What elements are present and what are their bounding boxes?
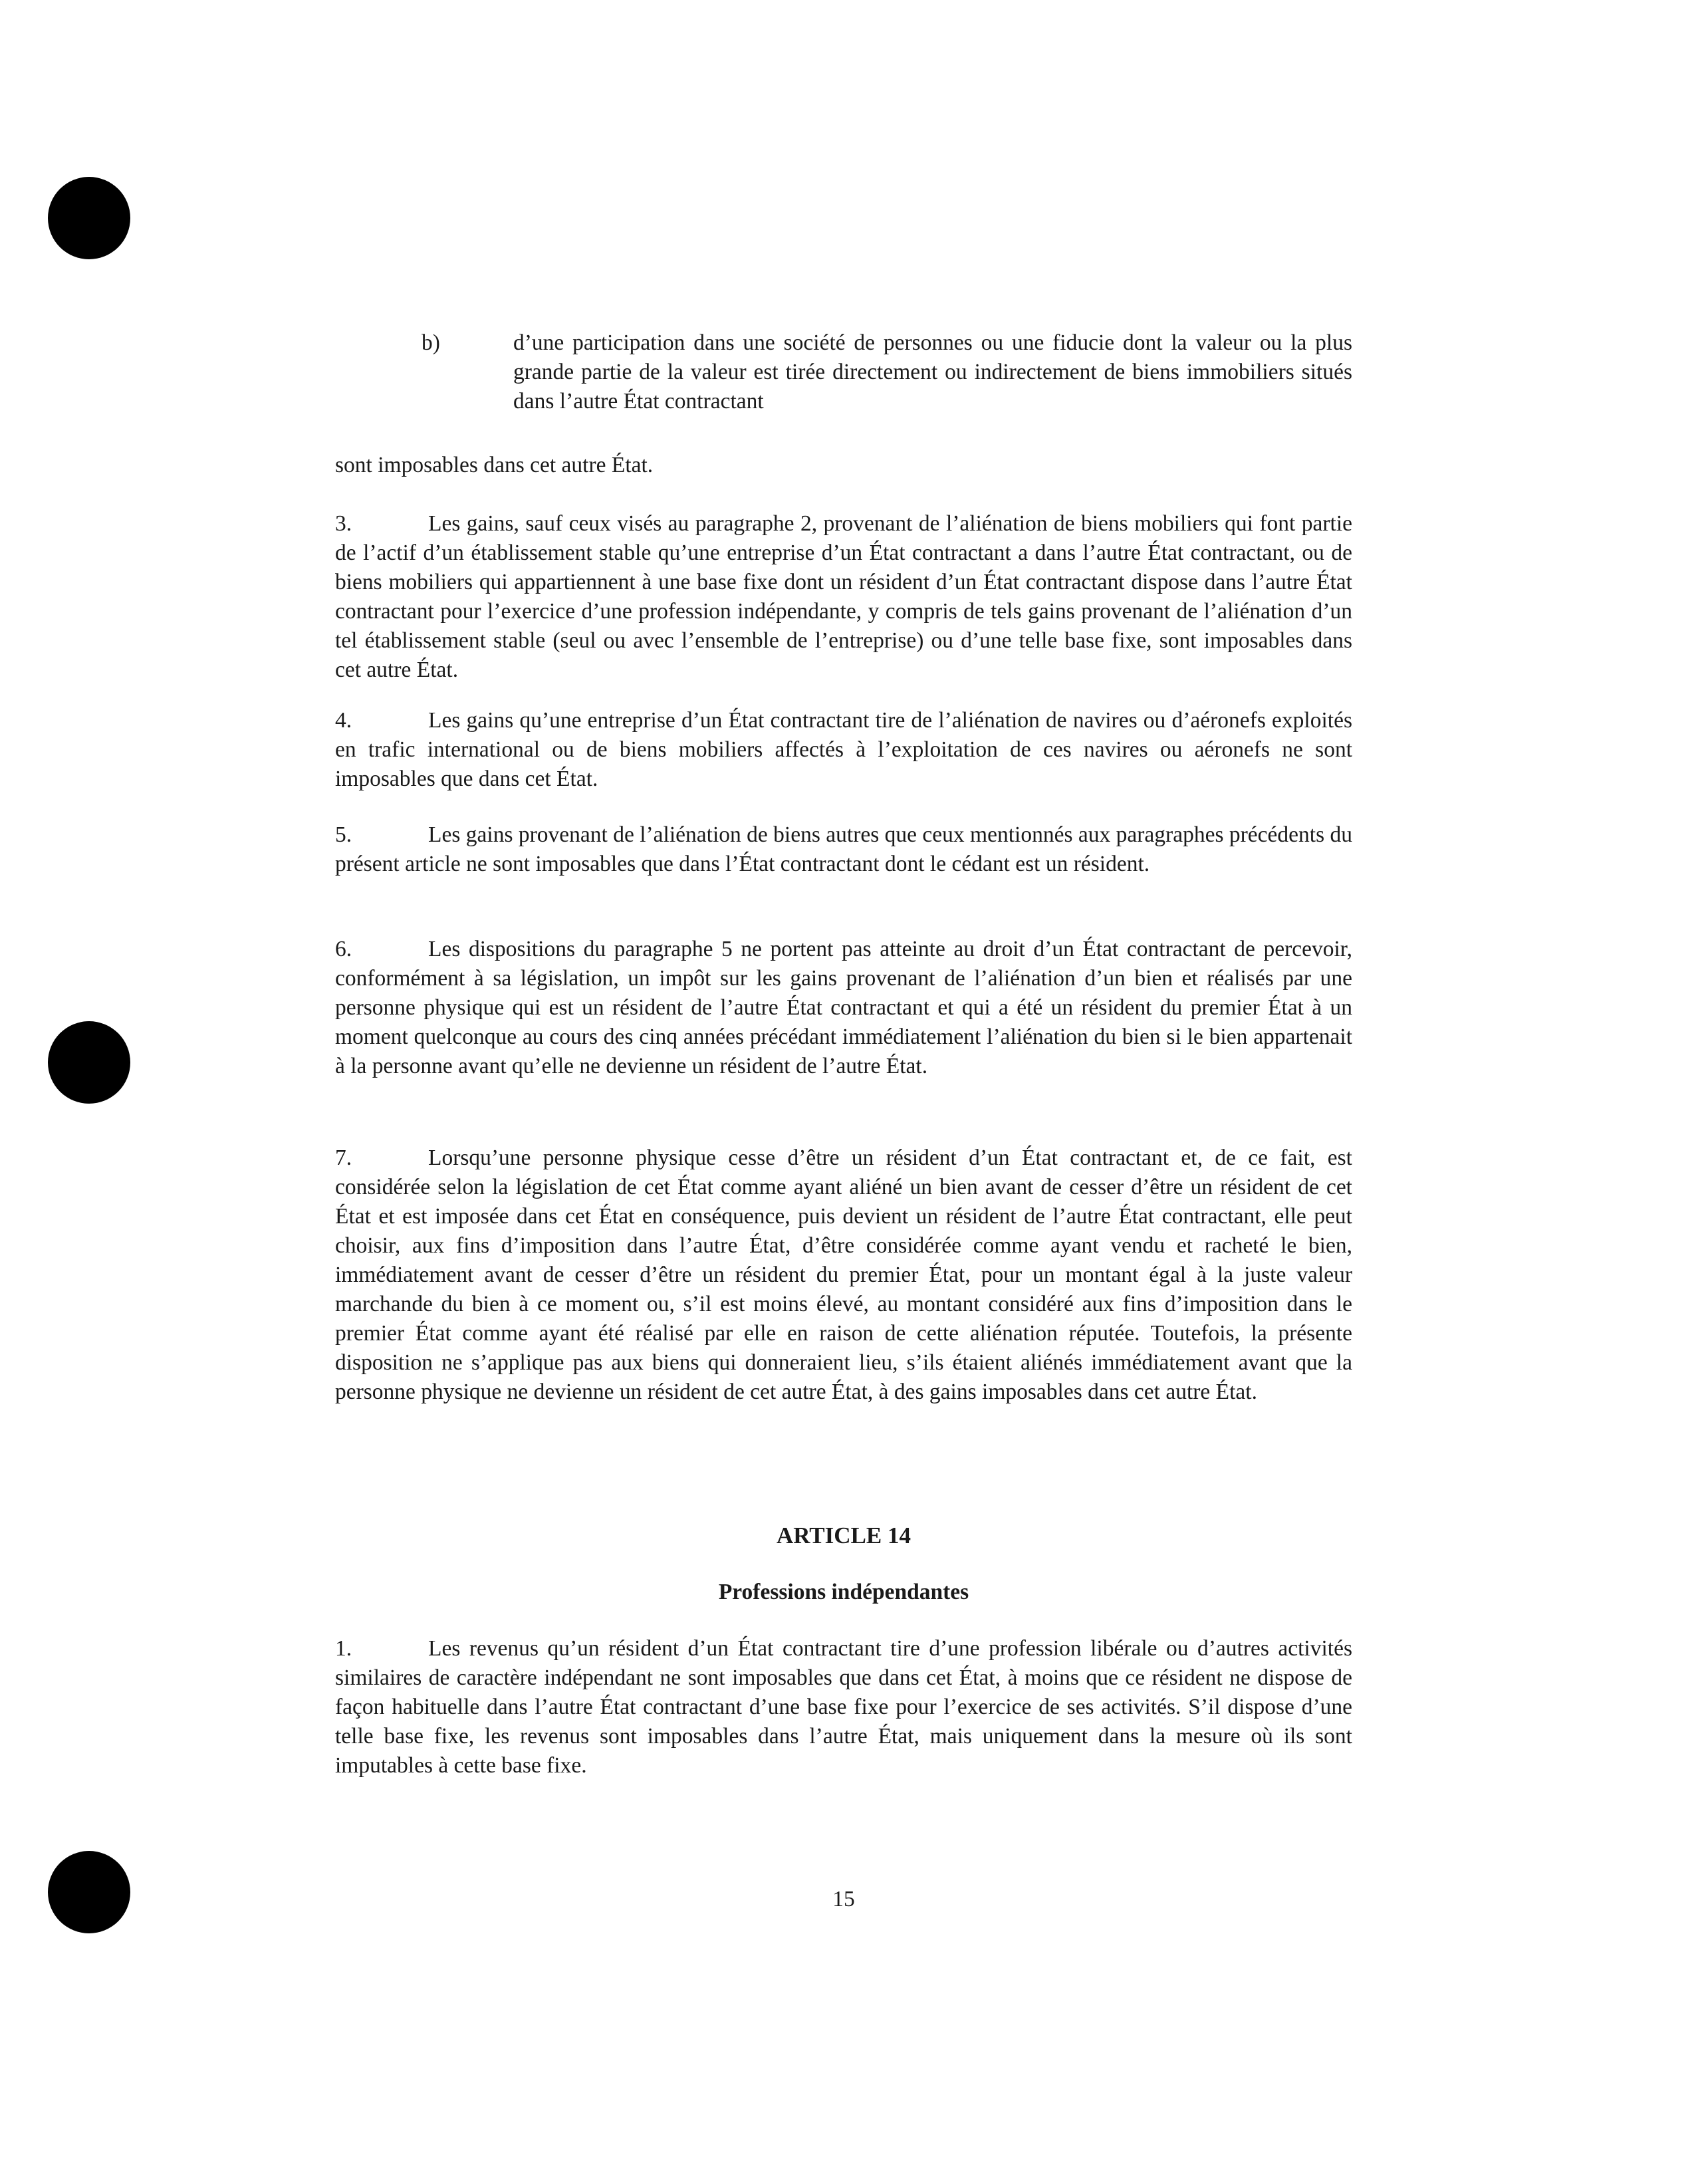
paragraph-3 bbox=[335, 509, 1352, 685]
paragraph-number: 1. bbox=[335, 1636, 352, 1661]
punch-hole-top bbox=[48, 177, 130, 259]
paragraph-7 bbox=[335, 1144, 1352, 1407]
paragraph-number: 3. bbox=[335, 511, 352, 536]
paragraph-text: Les gains qu’une entreprise d’un État contractant tire de l’aliénation de navires ou d’aéronefs exploités en trafic international ou de biens mobiliers affectés à l’exploitation de ces navires ou aéronefs ne sont imposables que dans cet État. bbox=[335, 708, 1352, 791]
closing-line: sont imposables dans cet autre État. bbox=[335, 453, 654, 477]
paragraph-text: Les gains provenant de l’aliénation de biens autres que ceux mentionnés aux paragraphes précédents du présent article ne sont imposables que dans l’État contractant dont le cédant est un résident. bbox=[335, 822, 1352, 876]
paragraph-number: 7. bbox=[335, 1146, 352, 1170]
article-subheading: Professions indépendantes bbox=[718, 1580, 969, 1604]
list-item-label: b) bbox=[422, 330, 440, 355]
list-item-text: d’une participation dans une société de personnes ou une fiducie dont la valeur ou la plus grande partie de la valeur est tirée directement ou indirectement de biens immobiliers situés dans l’autre État contractant bbox=[513, 330, 1352, 414]
paragraph-4 bbox=[335, 706, 1352, 794]
paragraph-number: 4. bbox=[335, 708, 352, 733]
paragraph-number: 5. bbox=[335, 822, 352, 847]
punch-hole-middle bbox=[48, 1021, 130, 1104]
paragraph-text: Les revenus qu’un résident d’un État contractant tire d’une profession libérale ou d’autres activités similaires de caractère indépendant ne sont imposables que dans cet État, à moins que ce résident ne dispose de façon habituelle dans l’autre État contractant d’une base fixe pour l’exercice de ses activités. S’il dispose d’une telle base fixe, les revenus sont imposables dans l’autre État, mais uniquement dans la mesure où ils sont imputables à cette base fixe. bbox=[335, 1636, 1352, 1778]
article-paragraph-1 bbox=[335, 1634, 1352, 1780]
article-heading: ARTICLE 14 bbox=[776, 1522, 911, 1548]
paragraph-number: 6. bbox=[335, 937, 352, 961]
page-number: 15 bbox=[832, 1887, 855, 1911]
paragraph-text: Lorsqu’une personne physique cesse d’être un résident d’un État contractant et, de ce fait, est considérée selon la législation de cet État comme ayant aliéné un bien avant de cesser d’être un résident de cet État et est imposée dans cet État en conséquence, puis devient un résident de l’autre État contractant, elle peut choisir, aux fins d’imposition dans l’autre État, d’être considérée comme ayant vendu et racheté le bien, immédiatement avant de cesser d’être un résident du premier État, pour un montant égal à la juste valeur marchande du bien à ce moment ou, s’il est moins élevé, au montant considéré aux fins d’imposition dans le premier État comme ayant été réalisé par elle en raison de cette aliénation réputée. Toutefois, la présente disposition ne s’applique pas aux biens qui donneraient lieu, s’ils étaient aliénés immédiatement avant que la personne physique ne devienne un résident de cet autre État, à des gains imposables dans cet autre État. bbox=[335, 1146, 1352, 1404]
paragraph-5 bbox=[335, 820, 1352, 879]
paragraph-text: Les dispositions du paragraphe 5 ne portent pas atteinte au droit d’un État contractant de percevoir, conformément à sa législation, un impôt sur les gains provenant de l’aliénation d’un bien et réalisés par une personne physique qui est un résident de l’autre État contractant et qui a été un résident du premier État à un moment quelconque au cours des cinq années précédant immédiatement l’aliénation du bien si le bien appartenait à la personne avant qu’elle ne devienne un résident de l’autre État. bbox=[335, 937, 1352, 1078]
punch-hole-bottom bbox=[48, 1851, 130, 1933]
paragraph-6 bbox=[335, 935, 1352, 1081]
paragraph-text: Les gains, sauf ceux visés au paragraphe 2, provenant de l’aliénation de biens mobiliers qui font partie de l’actif d’un établissement stable qu’une entreprise d’un État contractant a dans l’autre État contractant, ou de biens mobiliers qui appartiennent à une base fixe dont un résident d’un État contractant dispose dans l’autre État contractant pour l’exercice d’une profession indépendante, y compris de tels gains provenant de l’aliénation d’un tel établissement stable (seul ou avec l’ensemble de l’entreprise) ou d’une telle base fixe, sont imposables dans cet autre État. bbox=[335, 511, 1352, 682]
list-item-b bbox=[422, 328, 1352, 416]
